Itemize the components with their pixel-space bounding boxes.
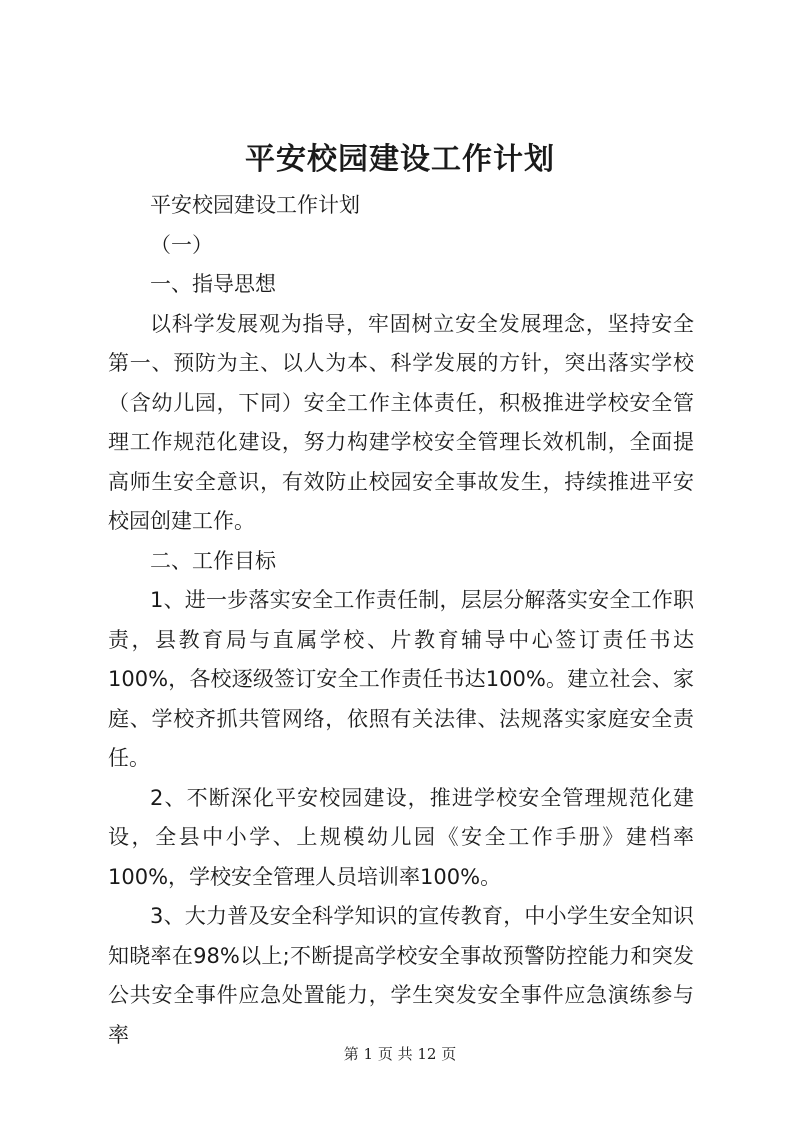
document-body: [108, 186, 694, 1055]
page-footer: 第 1 页 共 12 页: [343, 1045, 457, 1063]
paragraph-goal-2: 2、不断深化平安校园建设，推进学校安全管理规范化建设，全县中小学、上规模幼儿园《安全工作手册》建档率100%，学校安全管理人员培训率100%。: [108, 785, 694, 889]
paragraph-goal-1: 1、进一步落实安全工作责任制，层层分解落实安全工作职责，县教育局与直属学校、片教育辅导中心签订责任书达100%，各校逐级签订安全工作责任书达100%。建立社会、家庭、学校齐抓共管网络，依照有关法律、法规落实家庭安全责任。: [108, 588, 694, 770]
section-number: （一）: [150, 232, 213, 257]
heading-guiding-ideology: 一、指导思想: [150, 272, 276, 296]
paragraph-goal-3: 3、大力普及安全科学知识的宣传教育，中小学生安全知识知晓率在98%以上;不断提高学校安全事故预警防控能力和突发公共安全事件应急处置能力，学生突发安全事件应急演练参与率: [108, 904, 694, 1047]
document-title: 平安校园建设工作计划: [245, 142, 555, 177]
heading-work-goals: 二、工作目标: [150, 548, 276, 573]
paragraph-guiding-ideology: 以科学发展观为指导，牢固树立安全发展理念，坚持安全第一、预防为主、以人为本、科学发展的方针，突出落实学校（含幼儿园，下同）安全工作主体责任，积极推进学校安全管理工作规范化建设，努力构建学校安全管理长效机制，全面提高师生安全意识，有效防止校园安全事故发生，持续推进平安校园创建工作。: [108, 311, 694, 533]
subtitle-paragraph: 平安校园建设工作计划: [150, 193, 360, 217]
